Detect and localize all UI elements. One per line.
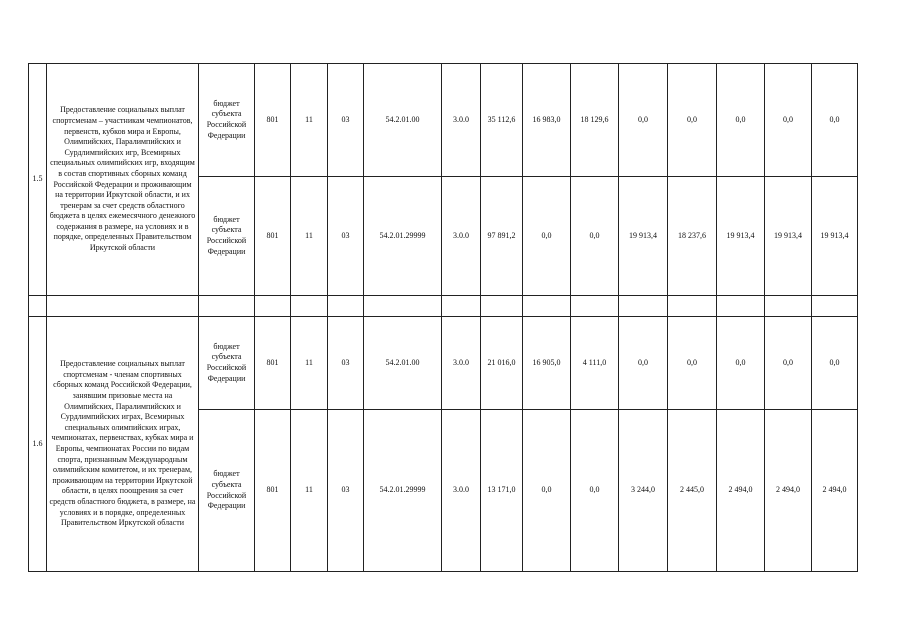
value-cell: 19 913,4 xyxy=(765,177,812,296)
rz-code: 11 xyxy=(291,317,328,410)
value-cell: 16 983,0 xyxy=(523,64,571,177)
value-cell: 2 494,0 xyxy=(765,410,812,572)
value-cell: 18 129,6 xyxy=(571,64,619,177)
funding-source: бюджет субъекта Российской Федерации xyxy=(199,64,255,177)
value-cell: 21 016,0 xyxy=(481,317,523,410)
table-row xyxy=(29,317,858,410)
funding-source: бюджет субъекта Российской Федерации xyxy=(199,410,255,572)
grbs-code: 801 xyxy=(255,317,291,410)
value-cell: 0,0 xyxy=(668,317,717,410)
row-description: Предоставление социальных выплат спортсменам – участникам чемпионатов, первенств, кубков мира и Европы, Олимпийских, Паралимпийских и Сурдлимпийских игр, Всемирных специальных олимпийских игр, входящим в состав спортивных сборных команд Российской Федерации и проживающим на территории Иркутской области, и их тренерам за счет средств областного бюджета в целях ежемесячного денежного содержания в размере, на условиях и в порядке, определенных Правительством Иркутской области xyxy=(47,64,199,296)
pr-code: 03 xyxy=(328,64,364,177)
spacer-row xyxy=(29,296,858,317)
value-cell: 16 905,0 xyxy=(523,317,571,410)
value-cell: 19 913,4 xyxy=(717,177,765,296)
value-cell: 0,0 xyxy=(717,317,765,410)
value-cell: 0,0 xyxy=(619,317,668,410)
value-cell: 0,0 xyxy=(571,177,619,296)
value-cell: 0,0 xyxy=(619,64,668,177)
vr-code: 3.0.0 xyxy=(442,410,481,572)
value-cell: 0,0 xyxy=(765,64,812,177)
csr-code: 54.2.01.00 xyxy=(364,64,442,177)
vr-code: 3.0.0 xyxy=(442,64,481,177)
vr-code: 3.0.0 xyxy=(442,317,481,410)
rz-code: 11 xyxy=(291,410,328,572)
value-cell: 18 237,6 xyxy=(668,177,717,296)
vr-code: 3.0.0 xyxy=(442,177,481,296)
value-cell: 0,0 xyxy=(812,317,858,410)
csr-code: 54.2.01.29999 xyxy=(364,410,442,572)
row-description: Предоставление социальных выплат спортсменам - членам спортивных сборных команд Российской Федерации, занявшим призовые места на Олимпийских, Паралимпийских и Сурдлимпийских играх, Всемирных специальных олимпийских играх, чемпионатах, первенствах, кубках мира и Европы, чемпионатах России по видам спорта, признанным Международным олимпийским комитетом, и их тренерам, проживающим на территории Иркутской области, в целях поощрения за счет средств областного бюджета, в размере, на условиях и в порядке, определенных Правительством Иркутской области xyxy=(47,317,199,572)
value-cell: 2 494,0 xyxy=(812,410,858,572)
value-cell: 0,0 xyxy=(717,64,765,177)
grbs-code: 801 xyxy=(255,64,291,177)
value-cell: 13 171,0 xyxy=(481,410,523,572)
value-cell: 2 494,0 xyxy=(717,410,765,572)
rz-code: 11 xyxy=(291,64,328,177)
pr-code: 03 xyxy=(328,177,364,296)
pr-code: 03 xyxy=(328,317,364,410)
table-row xyxy=(29,64,858,177)
value-cell: 3 244,0 xyxy=(619,410,668,572)
row-number: 1.5 xyxy=(29,64,47,296)
budget-table xyxy=(28,63,858,572)
value-cell: 0,0 xyxy=(571,410,619,572)
row-number: 1.6 xyxy=(29,317,47,572)
value-cell: 0,0 xyxy=(765,317,812,410)
value-cell: 0,0 xyxy=(523,410,571,572)
funding-source: бюджет субъекта Российской Федерации xyxy=(199,317,255,410)
value-cell: 4 111,0 xyxy=(571,317,619,410)
value-cell: 0,0 xyxy=(812,64,858,177)
pr-code: 03 xyxy=(328,410,364,572)
value-cell: 0,0 xyxy=(523,177,571,296)
rz-code: 11 xyxy=(291,177,328,296)
value-cell: 2 445,0 xyxy=(668,410,717,572)
csr-code: 54.2.01.00 xyxy=(364,317,442,410)
value-cell: 19 913,4 xyxy=(812,177,858,296)
csr-code: 54.2.01.29999 xyxy=(364,177,442,296)
value-cell: 19 913,4 xyxy=(619,177,668,296)
grbs-code: 801 xyxy=(255,177,291,296)
grbs-code: 801 xyxy=(255,410,291,572)
value-cell: 97 891,2 xyxy=(481,177,523,296)
value-cell: 35 112,6 xyxy=(481,64,523,177)
funding-source: бюджет субъекта Российской Федерации xyxy=(199,177,255,296)
value-cell: 0,0 xyxy=(668,64,717,177)
